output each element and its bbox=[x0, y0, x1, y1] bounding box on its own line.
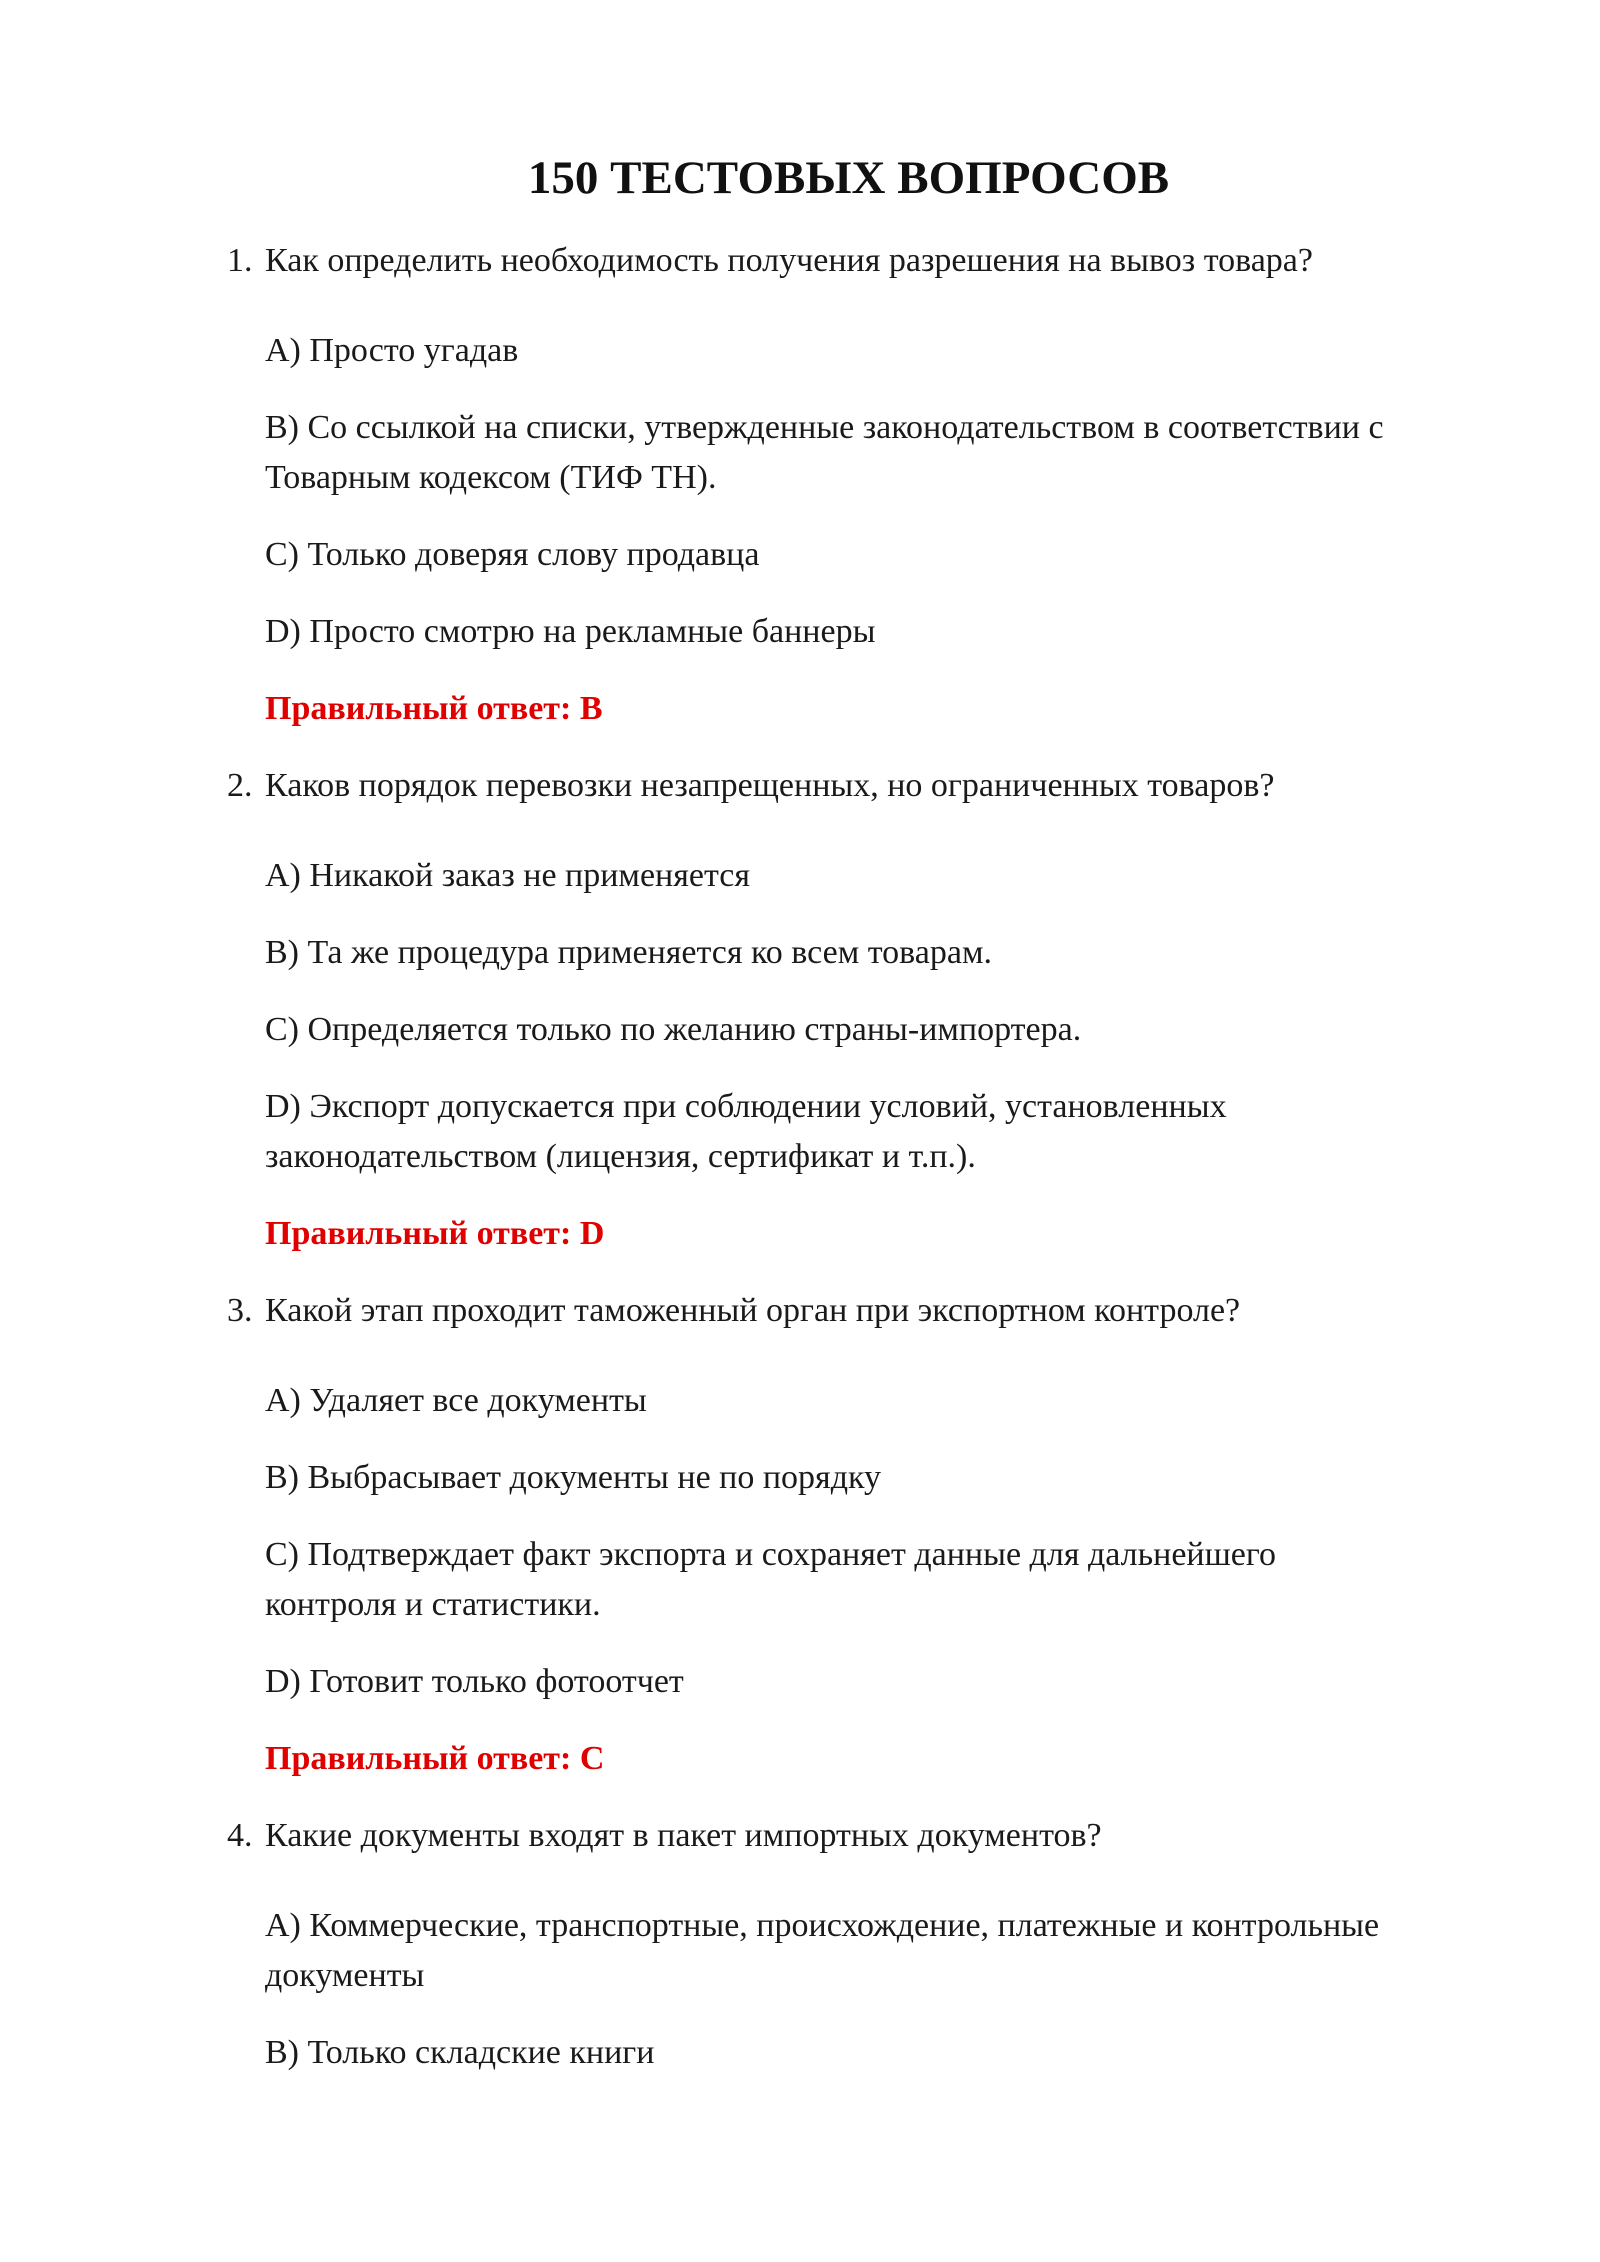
option-d: D) Экспорт допускается при соблюдении условий, установленных законодательством (лицензия, сертификат и т.п.). bbox=[265, 1088, 1227, 1176]
correct-answer bbox=[265, 1209, 1400, 1259]
option-d: D) Просто смотрю на рекламные баннеры bbox=[265, 613, 876, 651]
question-2 bbox=[227, 761, 1400, 1259]
option-b: B) Только складские книги bbox=[265, 2034, 655, 2072]
option-c: C) Определяется только по желанию страны-импортера. bbox=[265, 1011, 1082, 1049]
option-c: C) Только доверяя слову продавца bbox=[265, 536, 760, 574]
option-a: A) Никакой заказ не применяется bbox=[265, 857, 750, 895]
option-b: B) Выбрасывает документы не по порядку bbox=[265, 1459, 882, 1497]
answer-label: Правильный ответ: bbox=[265, 1215, 572, 1253]
correct-answer bbox=[265, 1734, 1400, 1784]
option-b: B) Со ссылкой на списки, утвержденные законодательством в соответствии с Товарным кодексом (ТИФ ТН). bbox=[265, 409, 1384, 497]
question-1 bbox=[227, 236, 1400, 734]
answer-label: Правильный ответ: bbox=[265, 690, 572, 728]
page-title: 150 ТЕСТОВЫХ ВОПРОСОВ bbox=[527, 152, 1170, 204]
question-4 bbox=[227, 1811, 1400, 2078]
option-c: C) Подтверждает факт экспорта и сохраняет данные для дальнейшего контроля и статистики. bbox=[265, 1536, 1276, 1624]
correct-answer bbox=[265, 684, 1400, 734]
question-text: Какие документы входят в пакет импортных документов? bbox=[265, 1817, 1102, 1855]
question-text: Каков порядок перевозки незапрещенных, но ограниченных товаров? bbox=[265, 767, 1275, 805]
answer-value: D bbox=[579, 1215, 605, 1253]
option-a: A) Удаляет все документы bbox=[265, 1382, 647, 1420]
question-3 bbox=[227, 1286, 1400, 1784]
option-d: D) Готовит только фотоотчет bbox=[265, 1663, 684, 1701]
answer-value: C bbox=[579, 1740, 605, 1778]
question-number: 3. bbox=[227, 1292, 253, 1330]
question-number: 4. bbox=[227, 1817, 253, 1855]
question-number: 1. bbox=[227, 242, 253, 280]
answer-label: Правильный ответ: bbox=[265, 1740, 572, 1778]
question-text: Как определить необходимость получения разрешения на вывоз товара? bbox=[265, 242, 1313, 280]
question-number: 2. bbox=[227, 767, 253, 805]
option-a: A) Просто угадав bbox=[265, 332, 519, 370]
question-text: Какой этап проходит таможенный орган при экспортном контроле? bbox=[265, 1292, 1241, 1330]
answer-value: B bbox=[579, 690, 603, 728]
option-a: A) Коммерческие, транспортные, происхождение, платежные и контрольные документы bbox=[265, 1907, 1380, 1995]
option-b: B) Та же процедура применяется ко всем товарам. bbox=[265, 934, 992, 972]
